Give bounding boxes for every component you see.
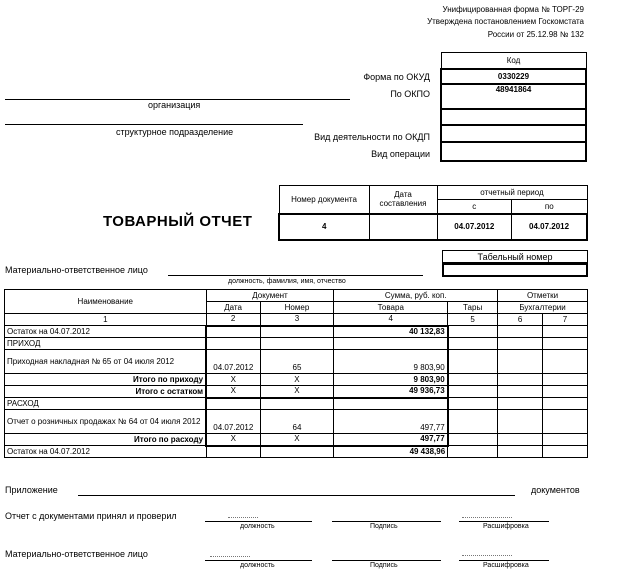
table-row [5, 398, 588, 410]
table-row [5, 410, 588, 434]
documents-label: документов [531, 485, 580, 495]
okpo-label: По ОКПО [390, 89, 430, 99]
row-date: X [206, 386, 260, 398]
handwriting-mark [228, 517, 258, 518]
row-date: X [206, 374, 260, 386]
row-number: X [260, 434, 334, 446]
cell [498, 434, 543, 446]
cell [543, 338, 588, 350]
row-date: 04.07.2012 [206, 410, 260, 434]
row-date: 04.07.2012 [206, 350, 260, 374]
row-number: X [260, 386, 334, 398]
row-sum: 9 803,90 [334, 374, 448, 386]
organization-caption: организация [148, 100, 201, 110]
cell [260, 446, 334, 458]
row-sum: 497,77 [334, 434, 448, 446]
row-number: X [260, 374, 334, 386]
cell [448, 386, 498, 398]
row-number: 65 [260, 350, 334, 374]
document-table [278, 185, 588, 241]
doc-date-value [369, 214, 437, 240]
handwriting-mark [462, 517, 512, 518]
okdp-value [441, 125, 586, 142]
accepted-signature-line [332, 521, 441, 522]
cell [498, 350, 543, 374]
okdp-label: Вид деятельности по ОКДП [314, 132, 430, 142]
form-line: Унифицированная форма № ТОРГ-29 [442, 5, 584, 14]
accepted-label: Отчет с документами принял и проверил [5, 511, 177, 521]
row-name: РАСХОД [5, 398, 207, 410]
cell [498, 410, 543, 434]
col-to-header: по [512, 200, 587, 214]
subdivision-caption: структурное подразделение [116, 127, 234, 137]
h-tara: Тары [448, 302, 498, 314]
cell [260, 326, 334, 338]
table-row [5, 314, 588, 326]
row-name: Приходная накладная № 65 от 04 июля 2012 [5, 350, 207, 374]
col-period-header: отчетный период [437, 186, 587, 200]
accepted-position-line [205, 521, 312, 522]
tabel-value [442, 263, 588, 277]
code-table [440, 52, 587, 162]
cell [334, 338, 448, 350]
responsible-label: Материально-ответственное лицо [5, 265, 148, 275]
cell [206, 446, 260, 458]
okpo-value-2 [441, 109, 586, 125]
row-sum: 49 936,73 [334, 386, 448, 398]
cell [206, 326, 260, 338]
okud-label: Форма по ОКУД [363, 72, 430, 82]
cell [543, 374, 588, 386]
cell [448, 374, 498, 386]
accepted-decoding-line [459, 521, 549, 522]
h-accounting: Бухгалтерии [498, 302, 588, 314]
appendix-line [78, 495, 515, 496]
cell [448, 350, 498, 374]
row-date: X [206, 434, 260, 446]
cell [543, 386, 588, 398]
h-goods: Товара [334, 302, 448, 314]
cell [448, 434, 498, 446]
col-num-1: 1 [5, 314, 207, 326]
appendix-label: Приложение [5, 485, 58, 495]
col-num-5: 5 [448, 314, 498, 326]
cell [206, 338, 260, 350]
row-name: Остаток на 04.07.2012 [5, 446, 207, 458]
cell [260, 338, 334, 350]
responsible-caption: должность, фамилия, имя, отчество [228, 278, 346, 285]
cell [543, 350, 588, 374]
date-line: России от 25.12.98 № 132 [487, 30, 584, 39]
table-row [5, 338, 588, 350]
h-name: Наименование [5, 290, 207, 314]
col-num-2: 2 [206, 314, 260, 326]
period-to-value: 04.07.2012 [512, 214, 587, 240]
h-date: Дата [206, 302, 260, 314]
h-number: Номер [260, 302, 334, 314]
h-document: Документ [206, 290, 334, 302]
cell [543, 410, 588, 434]
okpo-value: 48941864 [441, 84, 586, 109]
cell [498, 386, 543, 398]
kod-header: Код [441, 53, 586, 69]
period-from-value: 04.07.2012 [437, 214, 512, 240]
cell [206, 398, 260, 410]
cell [498, 326, 543, 338]
col-num-4: 4 [334, 314, 448, 326]
footer-responsible-label: Материально-ответственное лицо [5, 549, 148, 559]
h-marks: Отметки [498, 290, 588, 302]
col-num-6: 6 [498, 314, 543, 326]
col-date-header: Дата составления [369, 186, 437, 214]
approved-line: Утверждена постановлением Госкомстата [427, 17, 584, 26]
row-name: ПРИХОД [5, 338, 207, 350]
page-title: ТОВАРНЫЙ ОТЧЕТ [103, 213, 253, 230]
responsible-decoding-caption: Расшифровка [483, 562, 529, 569]
row-name: Остаток на 04.07.2012 [5, 326, 207, 338]
row-sum: 40 132,83 [334, 326, 448, 338]
responsible-signature-line [332, 560, 441, 561]
row-name: Отчет о розничных продажах № 64 от 04 июля 2012 [5, 410, 207, 434]
cell [448, 410, 498, 434]
cell [498, 398, 543, 410]
table-row [5, 386, 588, 398]
okud-value: 0330229 [441, 69, 586, 84]
operation-label: Вид операции [371, 149, 430, 159]
handwriting-mark [210, 556, 250, 557]
col-num-7: 7 [543, 314, 588, 326]
accepted-decoding-caption: Расшифровка [483, 523, 529, 530]
accepted-signature-caption: Подпись [370, 523, 398, 530]
responsible-position-caption: должность [240, 562, 275, 569]
main-table [4, 289, 588, 458]
cell [498, 338, 543, 350]
cell [543, 446, 588, 458]
doc-number-value: 4 [279, 214, 369, 240]
cell [448, 398, 498, 410]
subdivision-line [5, 124, 303, 125]
responsible-position-line [205, 560, 312, 561]
h-sum: Сумма, руб. коп. [334, 290, 498, 302]
cell [543, 434, 588, 446]
row-sum: 497,77 [334, 410, 448, 434]
table-row [5, 374, 588, 386]
responsible-line [168, 275, 423, 276]
table-row [5, 326, 588, 338]
row-name: Итого с остатком [5, 386, 207, 398]
col-from-header: с [437, 200, 512, 214]
tabel-label: Табельный номер [442, 250, 588, 263]
table-row [5, 446, 588, 458]
col-number-header: Номер документа [279, 186, 369, 214]
responsible-decoding-line [459, 560, 549, 561]
table-row [5, 350, 588, 374]
cell [260, 398, 334, 410]
cell [498, 446, 543, 458]
row-sum: 49 438,96 [334, 446, 448, 458]
col-num-3: 3 [260, 314, 334, 326]
cell [448, 446, 498, 458]
row-sum: 9 803,90 [334, 350, 448, 374]
table-row [5, 434, 588, 446]
responsible-signature-caption: Подпись [370, 562, 398, 569]
operation-value [441, 142, 586, 161]
accepted-position-caption: должность [240, 523, 275, 530]
cell [448, 326, 498, 338]
cell [543, 398, 588, 410]
cell [334, 398, 448, 410]
cell [498, 374, 543, 386]
row-name: Итого по приходу [5, 374, 207, 386]
cell [543, 326, 588, 338]
cell [448, 338, 498, 350]
handwriting-mark [462, 555, 512, 556]
row-name: Итого по расходу [5, 434, 207, 446]
row-number: 64 [260, 410, 334, 434]
